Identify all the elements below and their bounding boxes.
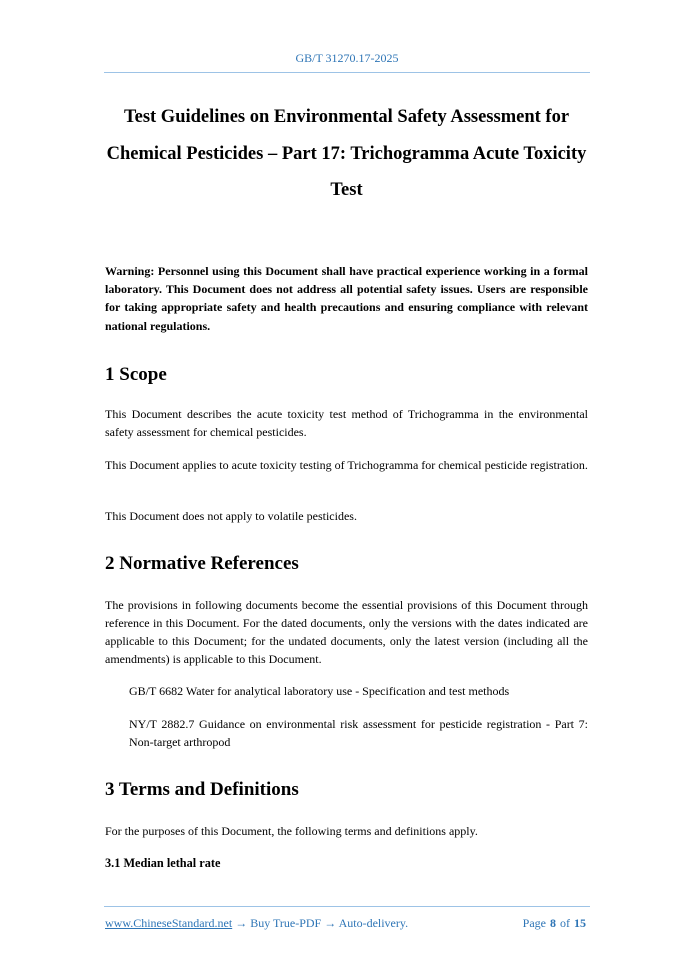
page-of-label: of — [560, 916, 570, 930]
scope-paragraph-2: This Document applies to acute toxicity testing of Trichogramma for chemical pesticide registration. — [105, 458, 588, 472]
scope-paragraph-1: This Document describes the acute toxicity test method of Trichogramma in the environmental safety assessment for chemical pesticides. — [105, 407, 588, 439]
section-heading-normative-references: 2 Normative References — [105, 553, 299, 574]
page-total: 15 — [574, 916, 586, 930]
header-divider — [104, 72, 590, 73]
title-line-2: Chemical Pesticides – Part 17: Trichogramma Acute Toxicity — [106, 143, 587, 164]
page-number — [523, 916, 586, 930]
title-line-1: Test Guidelines on Environmental Safety Assessment for — [123, 107, 570, 127]
reference-item-gbt-6682: GB/T 6682 Water for analytical laboratory use - Specification and test methods — [129, 684, 510, 698]
title-line-3: Test — [330, 180, 363, 200]
subsection-heading-median-lethal-rate: 3.1 Median lethal rate — [105, 856, 221, 870]
chinesestandard-link[interactable]: www.ChineseStandard.net — [105, 916, 233, 930]
footer-promo — [105, 916, 408, 930]
page-current: 8 — [550, 916, 556, 930]
warning-notice: Warning: Personnel using this Document shall have practical experience working in a formal laboratory. This Document does not address all potential safety issues. Users are responsible for taking appropriate safety and health precautions and ensuring compliance with relevant national regulations. — [105, 264, 588, 333]
section-heading-scope: 1 Scope — [105, 364, 167, 385]
reference-item-nyt-2882-7: NY/T 2882.7 Guidance on environmental risk assessment for pesticide registration - Part 7: Non-target arthropod — [129, 717, 588, 749]
section-heading-terms-definitions: 3 Terms and Definitions — [105, 779, 299, 800]
page-label: Page — [522, 916, 546, 930]
footer-promo-text: → Buy True-PDF → Auto-delivery. — [232, 916, 409, 930]
scope-paragraph-3: This Document does not apply to volatile pesticides. — [105, 509, 357, 523]
document-title — [100, 99, 593, 209]
terms-definitions-paragraph: For the purposes of this Document, the following terms and definitions apply. — [105, 824, 478, 838]
running-header-standard-code: GB/T 31270.17-2025 — [295, 51, 399, 65]
normative-references-paragraph: The provisions in following documents become the essential provisions of this Document through reference in this Document. For the dated documents, only the versions with the dates indicated are applicable to this Document; for the undated documents, only the latest version (including all the amendments) is applicable to this Document. — [105, 598, 588, 666]
footer-divider — [104, 906, 590, 907]
